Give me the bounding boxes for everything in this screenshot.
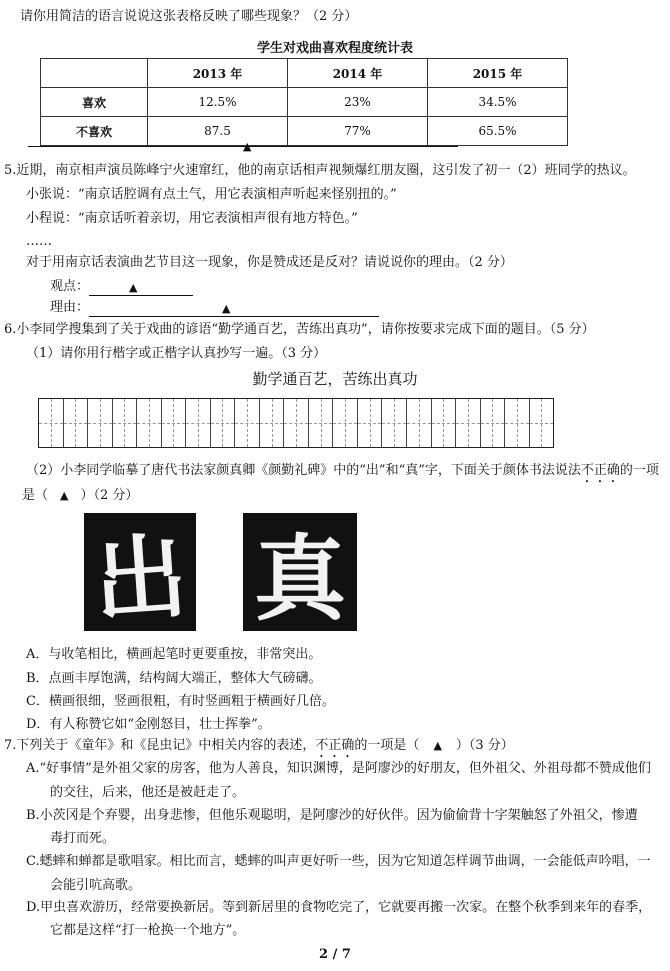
q7-stem (4, 737, 514, 761)
q7-option-d-line2: 它都是这样“打一枪换一个地方”。 (50, 923, 246, 938)
viewpoint-row (50, 278, 193, 296)
grid-cell[interactable] (481, 399, 506, 447)
q7-stem-text-end: ）（3 分） (455, 738, 514, 753)
table-row (41, 88, 568, 117)
q7-stem-text: 7.下列关于《童年》和《昆虫记》中相关内容的表述， (4, 738, 316, 753)
q6-sub2-line1 (26, 462, 659, 486)
table-cell: 34.5% (428, 88, 568, 117)
q7-option-b-line2: 毒打而死。 (50, 831, 116, 846)
grid-cell[interactable] (39, 399, 64, 447)
page-current: 2 (319, 947, 329, 962)
page-total: 7 (341, 947, 351, 962)
q7-option-c-line2: 会能引吭高歌。 (50, 878, 142, 893)
q5-ellipsis: …… (26, 234, 52, 249)
q6-option-d: D．有人称赞它如“金刚怒目，壮士挥拳”。 (26, 717, 271, 732)
table-header-row (41, 59, 568, 88)
row-label: 喜欢 (41, 88, 148, 117)
grid-cell[interactable] (456, 399, 481, 447)
grid-cell[interactable] (382, 399, 407, 447)
q6-option-c: C．横画很细，竖画很粗，有时竖画粗于横画好几倍。 (26, 694, 335, 709)
q5-cheng-quote: 小程说：“南京话听着亲切，用它表演相声很有地方特色。” (26, 211, 358, 226)
table-header-cell: 2014 年 (288, 59, 428, 88)
grid-cell[interactable] (432, 399, 457, 447)
q7-option-a-line1: A.“好事情”是外祖父家的房客，他为人善良，知识渊博，是阿廖沙的好朋友，但外祖父、外祖母都不赞成他们 (26, 761, 651, 776)
q4-prompt: 请你用简洁的语言说说这张表格反映了哪些现象？（2 分） (20, 9, 358, 24)
table-cell: 77% (288, 117, 428, 146)
table-cell: 87.5 (148, 117, 288, 146)
q6-sub2-bracket-open: 是（ (22, 488, 49, 503)
q5-question: 对于用南京话表演曲艺节目这一现象，你是赞成还是反对？请说说你的理由。（2 分） (26, 255, 513, 270)
answer-mark: ▲ (243, 140, 252, 153)
grid-cell[interactable] (137, 399, 162, 447)
grid-cell[interactable] (162, 399, 187, 447)
q7-option-a-line2: 的交往，后来，他还是被赶走了。 (50, 785, 246, 800)
table-row (41, 117, 568, 146)
answer-mark: ▲ (433, 739, 442, 752)
row-label: 不喜欢 (41, 117, 148, 146)
q6-sub2-emphasis: 不正确 (580, 463, 620, 478)
statistics-table (40, 58, 568, 146)
grid-cell[interactable] (309, 399, 334, 447)
q6-option-b: B．点画丰厚饱满，结构阔大端正，整体大气磅礴。 (26, 671, 322, 686)
grid-cell[interactable] (333, 399, 358, 447)
q6-sub2-text: （2）小李同学临摹了唐代书法家颜真卿《颜勤礼碑》中的“出”和“真”字，下面关于颜体书法说法 (26, 463, 581, 478)
grid-cell[interactable] (260, 399, 285, 447)
grid-cell[interactable] (284, 399, 309, 447)
answer-mark: ▲ (129, 281, 138, 294)
q7-option-b-line1: B.小茨冈是个弃婴，出身悲惨，但他乐观聪明，是阿廖沙的好伙伴。因为偷偷背十字架触怒了外祖父，惨遭 (26, 808, 638, 823)
q6-stem: 6.小李同学搜集到了关于戏曲的谚语“勤学通百艺，苦练出真功”，请你按要求完成下面的题目。（5 分） (4, 322, 595, 337)
table-header-cell (41, 59, 148, 88)
viewpoint-answer-line[interactable] (89, 281, 193, 296)
calligraphy-zhen-image (243, 513, 357, 631)
q7-option-c-line1: C.蟋蟀和蝉都是歌唱家。相比而言，蟋蟀的叫声更好听一些，因为它知道怎样调节曲调，一会能低声吟唱，一 (26, 854, 651, 869)
grid-cell[interactable] (358, 399, 383, 447)
page-number: 2 / 7 (319, 947, 351, 962)
calligraphy-chu-image (84, 513, 196, 637)
answer-mark: ▲ (222, 302, 231, 315)
writing-grid[interactable] (38, 398, 554, 448)
reason-label: 理由： (50, 300, 90, 315)
calligraphy-char-chu: 出 (90, 521, 191, 637)
grid-cell[interactable] (505, 399, 530, 447)
grid-cell[interactable] (407, 399, 432, 447)
table-header-cell: 2015 年 (428, 59, 568, 88)
table-header-cell: 2013 年 (148, 59, 288, 88)
grid-cell[interactable] (235, 399, 260, 447)
q6-sub2-line2 (22, 487, 138, 505)
q7-option-d-line1: D.甲虫喜欢游历，经常要换新居。等到新居里的食物吃完了，它就要再搬一次家。在整个秋季到来年的春季， (26, 900, 652, 915)
table-cell: 12.5% (148, 88, 288, 117)
grid-cell[interactable] (211, 399, 236, 447)
calligraphy-char-zhen: 真 (253, 525, 346, 633)
reason-answer-line[interactable] (89, 302, 379, 317)
viewpoint-label: 观点： (50, 279, 90, 294)
grid-cell[interactable] (530, 399, 554, 447)
q5-stem: 5.近期，南京相声演员陈峰宁火速窜红，他的南京话相声视频爆红朋友圈，这引发了初一（2）班同学的热议。 (4, 163, 636, 178)
table-cell: 23% (288, 88, 428, 117)
q5-zhang-quote: 小张说：“南京话腔调有点土气，用它表演相声听起来怪别扭的。” (26, 187, 397, 202)
table-title: 学生对戏曲喜欢程度统计表 (256, 41, 413, 56)
q7-stem-text-mid: 的一项是（ (354, 738, 420, 753)
q6-sub2-bracket-close: ）（2 分） (80, 488, 139, 503)
answer-mark: ▲ (60, 489, 69, 502)
q6-sub2-text-end: 的一项 (619, 463, 659, 478)
grid-cell[interactable] (113, 399, 138, 447)
grid-cell[interactable] (64, 399, 89, 447)
table-cell: 65.5% (428, 117, 568, 146)
proverb: 勤学通百艺，苦练出真功 (252, 370, 418, 388)
grid-cell[interactable] (186, 399, 211, 447)
grid-cell[interactable] (88, 399, 113, 447)
q6-sub1: （1）请你用行楷字或正楷字认真抄写一遍。（3 分） (26, 346, 327, 361)
reason-row (50, 299, 379, 317)
q7-stem-emphasis: 不正确 (315, 738, 355, 753)
q6-option-a: A．与收笔相比，横画起笔时更要重按，非常突出。 (26, 647, 322, 662)
